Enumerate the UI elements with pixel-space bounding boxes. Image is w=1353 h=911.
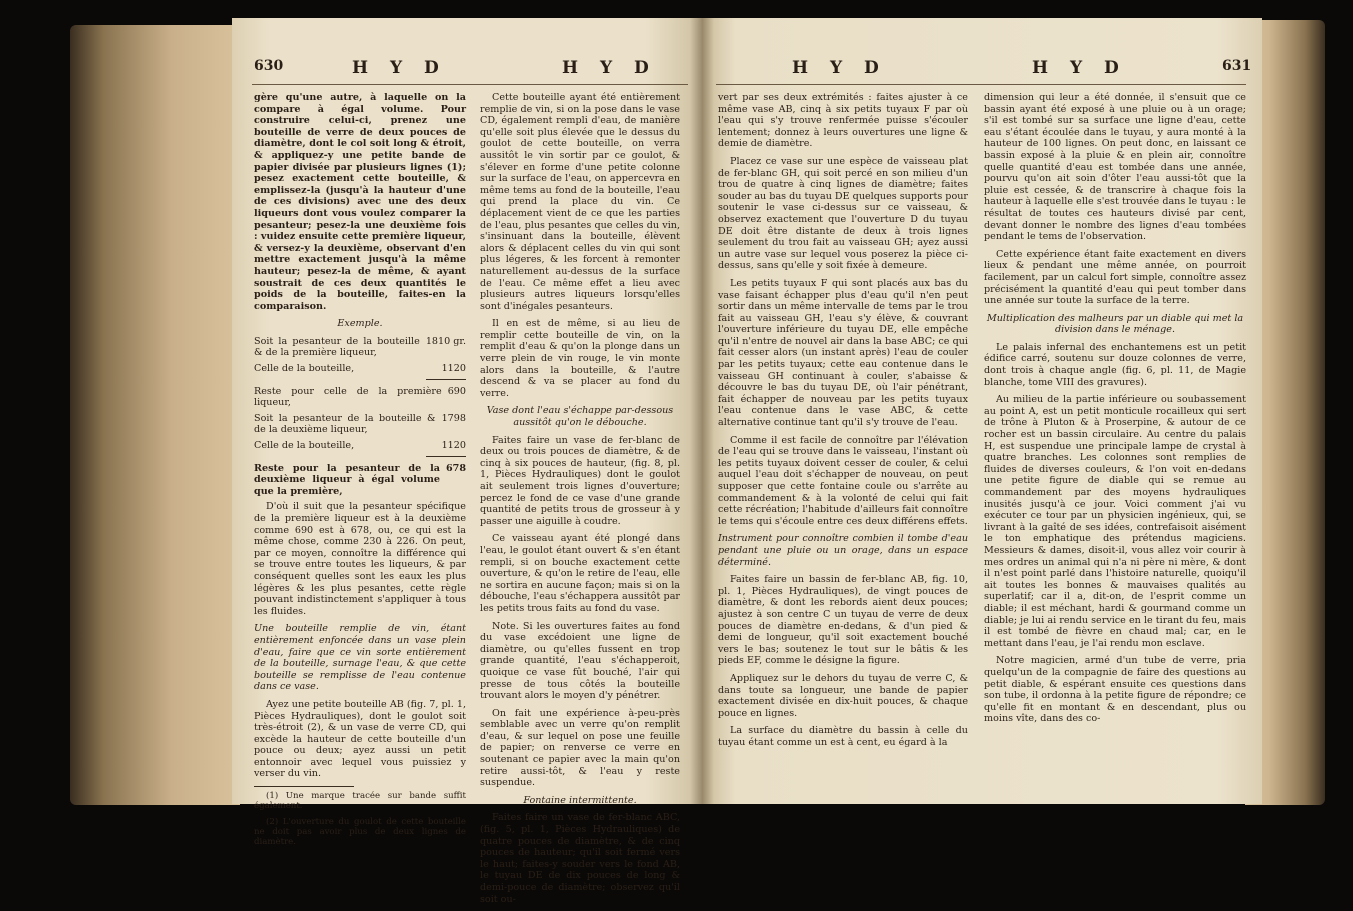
section-title: Une bouteille remplie de vin, étant entièrement enfoncée dans un vase plein d'eau, faire que ce vin sorte entièrement de la bouteille, surnage l'eau, & que cette bouteille se remplisse de l'eau contenue dans ce vase. — [254, 623, 466, 693]
calc-row: Reste pour celle de la première liqueur, 690 — [254, 385, 466, 409]
left-page-stack — [70, 25, 240, 805]
page-number: 630 — [254, 58, 284, 74]
running-header: H Y D — [792, 58, 887, 78]
calc-row: Celle de la bouteille, 1120 — [254, 440, 466, 452]
paragraph: Les petits tuyaux F qui sont placés aux bas du vase faisant échapper plus d'eau qu'il n'en peut sortir dans un même intervalle de tems par le trou fait au vaisseau GH, l'eau s'y élève, & couvrant l'ouverture inférieure du tuyau DE, elle empêche qu'il n'entre de nouvel air dans la base ABC; ce qui fait cesser alors (un instant après) l'eau de couler par les petits tuyaux; cette eau contenue dans le vaisseau GH continuant à couler, s'abaisse & découvre le bas du tuyau DE, où l'air pénétrant, fait échapper de nouveau par les petits tuyaux l'eau contenue dans le vase ABC, & cette alternative continue tant qu'il s'y trouve de l'eau. — [718, 277, 968, 429]
paragraph: Cette bouteille ayant été entièrement remplie de vin, si on la pose dans le vase CD, également rempli d'eau, de manière qu'elle soit plus élevée que le dessus du goulot de cette bouteille, on verra aussitôt le vin sortir par ce goulot, & s'élever en forme d'une petite colonne sur la surface de l'eau, on appercevra en même tems au fond de la bouteille, l'eau qui prend la place du vin. Ce déplacement vient de ce que les parties de l'eau, plus pesantes que celles du vin, s'insinuant dans la bouteille, élèvent alors & déplacent celles du vin qui sont plus légeres, & les forcent à remonter naturellement au-dessus de la surface de l'eau. Ce même effet a lieu avec plusieurs autres liqueurs lorsqu'elles sont d'inégales pesanteurs. — [480, 92, 680, 312]
section-title: Instrument pour connoître combien il tombe d'eau pendant une pluie ou un orage, dans un espace déterminé. — [718, 533, 968, 568]
example-title: Exemple. — [337, 318, 383, 330]
footnote: (1) Une marque tracée sur bande suffit également. — [254, 791, 466, 812]
paragraph: Faites faire un vase de fer-blanc de deux ou trois pouces de diamètre, & de cinq à six pouces de hauteur, (fig. 8, pl. 1, Pièces Hydrauliques) dont le goulot ait seulement trois lignes d'ouverture; percez le fond de ce vase d'une grande quantité de petits trous de grosseur à y passer une aiguille à coudre. — [480, 434, 680, 527]
paragraph: dimension qui leur a été donnée, il s'ensuit que ce bassin ayant été exposé à une pluie ou à un orage; s'il est tombé sur sa surface une ligne d'eau, cette eau s'étant écoulée dans le tuyau, y aura monté à la hauteur de 100 lignes. On peut donc, en laissant ce bassin exposé à la pluie & en plein air, connoître quelle quantité d'eau est tombée dans une année, pourvu qu'on ait soin d'ôter l'eau aussi-tôt que la pluie est cessée, & de transcrire à chaque fois la hauteur à laquelle elle s'est trouvée dans le tuyau : le résultat de toutes ces hauteurs divisé par cent, devant donner le nombre des lignes d'eau tombées pendant le tems de l'observation. — [984, 92, 1246, 243]
paragraph: Faites faire un vase de fer-blanc ABC, (fig. 5, pl. 1, Pièces Hydrauliques) de quatre pouces de diamètre, & de cinq pouces de hauteur; qu'il soit fermé vers le haut; faites-y souder vers le fond AB, le tuyau DE de dix pouces de long & demi-pouce de diamètre; observez qu'il soit ou- — [480, 812, 680, 905]
paragraph: gère qu'une autre, à laquelle on la compare à égal volume. Pour construire celui-ci, prenez une bouteille de verre de deux pouces de diamètre, dont le col soit long & étroit, & appliquez-y une petite bande de papier divisée par plusieurs lignes (1); pesez exactement cette bouteille, & emplissez-la (jusqu'à la hauteur d'une de ces divisions) avec une des deux liqueurs dont vous voulez comparer la pesanteur; pesez-la une deuxième fois : vuidez ensuite cette première liqueur, & versez-y la deuxième, observant d'en mettre exactement jusqu'à la même hauteur; pesez-la de même, & ayant soustrait de ces deux quantités le poids de la bouteille, faites-en la comparaison. — [254, 92, 466, 312]
paragraph: Placez ce vase sur une espèce de vaisseau plat de fer-blanc GH, qui soit percé en son milieu d'un trou de quatre à cinq lignes de diamètre; faites souder au bas du tuyau DE quelques supports pour soutenir le vase ci-dessus sur ce vaisseau, & observez exactement que l'ouverture D du tuyau DE doit être distante de deux à trois lignes seulement du trou fait au vaisseau GH; ayez aussi un autre vase sur lequel vous poserez la pièce ci-dessus, sans qu'elle y soit fixée à demeure. — [718, 155, 968, 272]
right-page — [702, 18, 1262, 804]
calc-row: Celle de la bouteille, 1120 — [254, 363, 466, 375]
running-header: H Y D — [352, 58, 447, 78]
paragraph: Au milieu de la partie inférieure ou soubassement au point A, est un petit monticule rocailleux qui sert de trône à Pluton & à Proserpine, & autour de ce rocher est un bassin circulaire. Au centre du palais H, est suspendue une principale lampe de crystal à quatre branches. Les colonnes sont remplies de fluides de diverses couleurs, & l'on voit en-dedans une petite figure de diable qui se remue au commandement par des moyens hydrauliques inusités jusqu'à ce jour. Voici comment j'ai vu exécuter ce tour par un physicien ingénieux, qui, se livrant à la gaîté de ses idées, contrefaisoit aisément le ton emphatique des prétendus magiciens. Messieurs & dames, disoit-il, vous allez voir courir à mes ordres un animal qui n'a ni père ni mère, & dont il n'est point parlé dans l'histoire naturelle, quoiqu'il ait toutes les bonnes & mauvaises qualités au superlatif; car il a, dit-on, de l'esprit comme un diable; il est méchant, hardi & gourmand comme un diable; je lui ai rendu service en le tirant du feu, mais il est tombé de fièvre en chaud mal; car, en le mettant dans l'eau, je l'ai rendu mon esclave. — [984, 394, 1246, 649]
book-gutter — [690, 18, 714, 804]
paragraph: Ce vaisseau ayant été plongé dans l'eau, le goulot étant ouvert & s'en étant rempli, si on bouche exactement cette ouverture, & qu'on le retire de l'eau, elle ne sortira en aucune façon; mais si on la débouche, l'eau s'échappera aussitôt par les petits trous faits au fond du vase. — [480, 533, 680, 614]
paragraph: Comme il est facile de connoître par l'élévation de l'eau qui se trouve dans le vaisseau, l'instant où les petits tuyaux doivent cesser de couler, & celui auquel l'eau doit s'échapper de nouveau, on peut supposer que cette fontaine coule ou s'arrête au commandement & à la volonté de celui qui fait cette récréation; l'habitude d'ailleurs fait connoître le tems qui s'écoule entre ces deux différens effets. — [718, 434, 968, 527]
paragraph: Faites faire un bassin de fer-blanc AB, fig. 10, pl. 1, Pièces Hydrauliques), de vingt pouces de diamètre, & dont les rebords aient deux pouces; ajustez à son centre C un tuyau de verre de deux pouces de diamètre en-dedans, & d'un pied & demi de longueur, qu'il soit exactement bouché vers le bas; soutenez le tout sur le bâtis & les pieds EF, comme le désigne la figure. — [718, 574, 968, 667]
paragraph: Ayez une petite bouteille AB (fig. 7, pl. 1, Pièces Hydrauliques), dont le goulot soit très-étroit (2), & un vase de verre CD, qui excède la hauteur de cette bouteille d'un pouce ou deux; ayez aussi un petit entonnoir avec lequel vous puissiez y verser du vin. — [254, 698, 466, 780]
paragraph: On fait une expérience à-peu-près semblable avec un verre qu'on remplit d'eau, & sur lequel on pose une feuille de papier; on renverse ce verre en soutenant ce papier avec la main qu'on retire aussi-tôt, & l'eau y reste suspendue. — [480, 707, 680, 789]
calc-row: Soit la pesanteur de la bouteille & de la deuxième liqueur, 1798 — [254, 412, 466, 436]
column-left — [718, 92, 968, 754]
paragraph: D'où il suit que la pesanteur spécifique de la première liqueur est à la deuxième comme 690 est à 678, ou, ce qui est la même chose, comme 230 à 226. On peut, par ce moyen, connoître la différence qui se trouve entre toutes les liqueurs, & par conséquent quelles sont les eaux les plus légères & les plus pesantes, cette règle pouvant indistinctement s'appliquer à tous les fluides. — [254, 501, 466, 617]
footnote: (2) L'ouverture du goulot de cette bouteille ne doit pas avoir plus de deux lignes de diamètre. — [254, 817, 466, 848]
column-right — [480, 92, 680, 911]
section-title: Fontaine intermittente. — [523, 794, 637, 806]
column-left — [254, 92, 466, 853]
paragraph: Le palais infernal des enchantemens est un petit édifice carré, soutenu sur douze colonnes de verre, dont trois à chaque angle (fig. 6, pl. 11, de Magie blanche, tome VIII des gravures). — [984, 341, 1246, 388]
paragraph: vert par ses deux extrémités : faites ajuster à ce même vase AB, cinq à six petits tuyaux F par où l'eau qui s'y trouve renfermée puisse s'écouler lentement; donnez à leurs ouvertures une ligne & demie de diamètre. — [718, 92, 968, 150]
running-header: H Y D — [562, 58, 657, 78]
section-title: Multiplication des malheurs par un diable qui met la division dans le ménage. — [986, 312, 1244, 336]
paragraph: Notre magicien, armé d'un tube de verre, pria quelqu'un de la compagnie de faire des questions au petit diable, & espérant ensuite ces questions dans son tube, il ordonna à la petite figure de répondre; ce qu'elle fit en montant & en descendant, plus ou moins vîte, dans des co- — [984, 655, 1246, 725]
sum-rule — [426, 379, 466, 380]
footnote-rule — [254, 786, 354, 787]
header-rule — [252, 84, 688, 85]
paragraph: Cette expérience étant faite exactement en divers lieux & pendant une même année, on pourroit facilement, par un calcul fort simple, connoître assez précisément la quantité d'eau qui peut tomber dans une année sur toute la surface de la terre. — [984, 248, 1246, 307]
running-header: H Y D — [1032, 58, 1127, 78]
paragraph: La surface du diamètre du bassin à celle du tuyau étant comme un est à cent, eu égard à la — [718, 725, 968, 748]
paragraph: Il en est de même, si au lieu de remplir cette bouteille de vin, on la remplit d'eau & qu'on la plonge dans un verre plein de vin rouge, le vin monte alors dans la bouteille, & l'autre descend & va se placer au fond du verre. — [480, 318, 680, 399]
page-number: 631 — [1222, 58, 1252, 74]
section-title: Vase dont l'eau s'échappe par-dessous aussitôt qu'on le débouche. — [486, 405, 674, 429]
calc-row: Reste pour la pesanteur de la deuxième liqueur à égal volume que la première, 678 — [254, 462, 466, 497]
sum-rule — [426, 456, 466, 457]
paragraph: Appliquez sur le dehors du tuyau de verre C, & dans toute sa longueur, une bande de papier exactement divisée en dix-huit pouces, & chaque pouce en lignes. — [718, 672, 968, 719]
left-page — [232, 18, 702, 905]
paragraph: Note. Si les ouvertures faites au fond du vase excédoient une ligne de diamètre, ou qu'elles fussent en trop grande quantité, l'eau s'échapperoit, quoique ce vase fût bouché, l'air qui presse de tous côtés la bouteille trouvant alors le moyen d'y pénétrer. — [480, 620, 680, 702]
column-right — [984, 92, 1246, 731]
header-rule — [716, 84, 1246, 85]
calc-row: Soit la pesanteur de la bouteille & de la première liqueur, 1810 gr. — [254, 335, 466, 359]
